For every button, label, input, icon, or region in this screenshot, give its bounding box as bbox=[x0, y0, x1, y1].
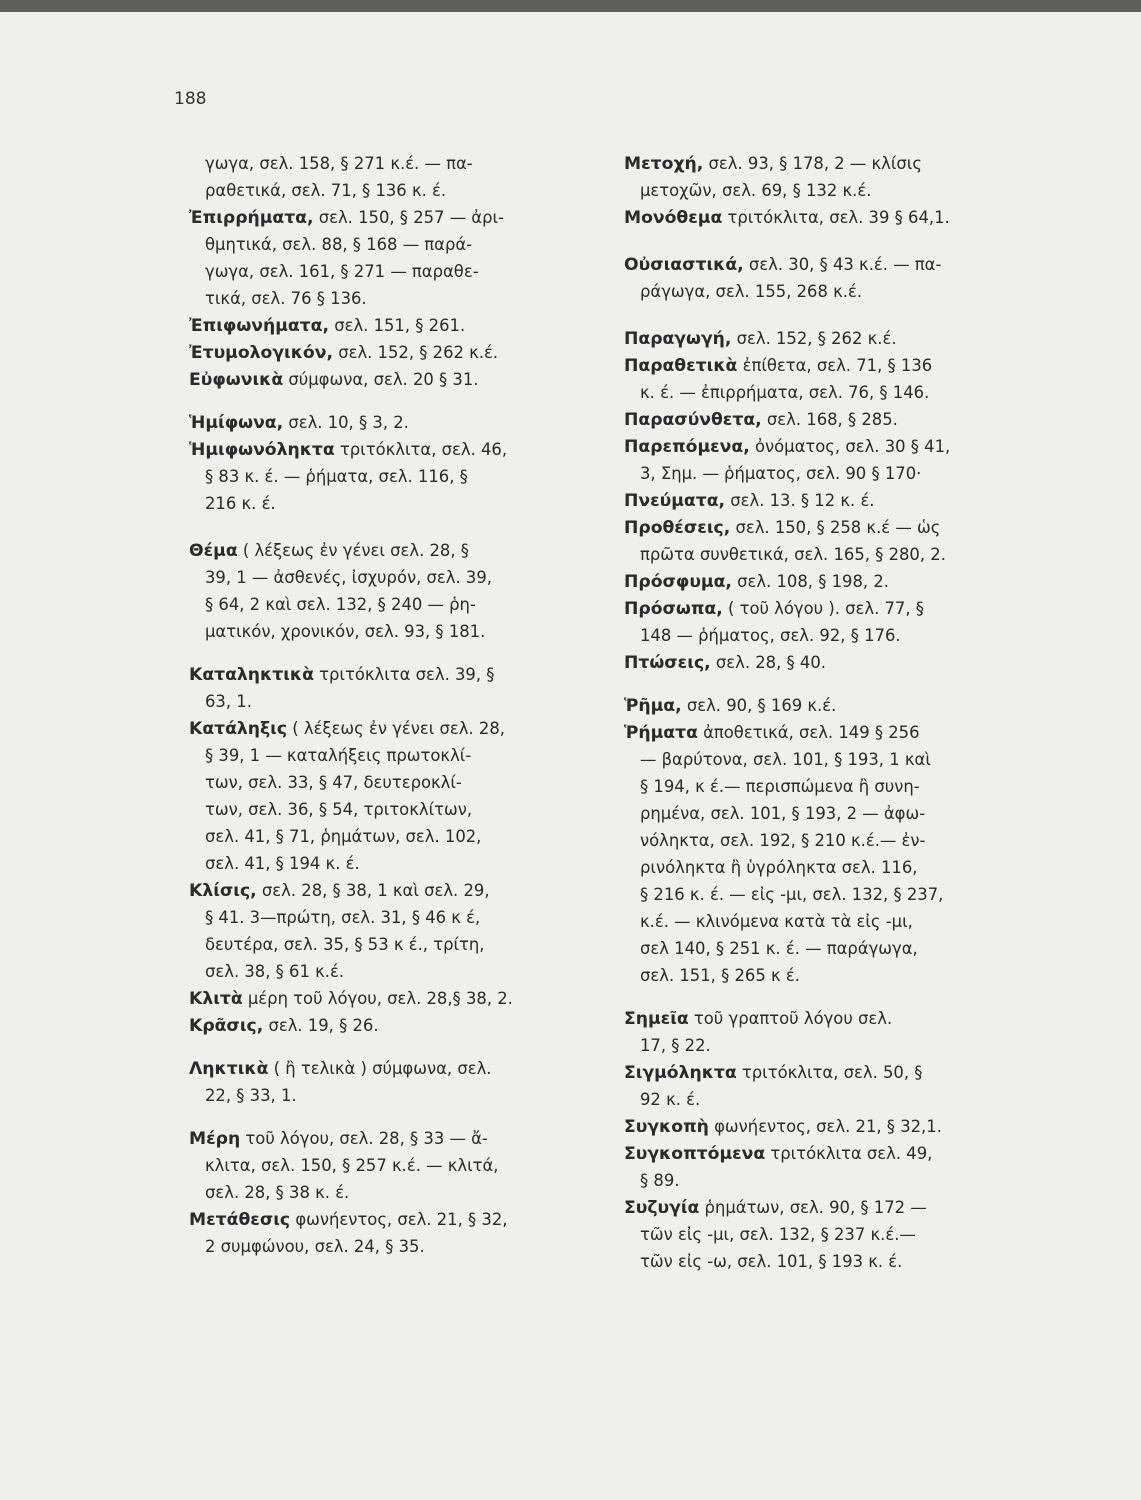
index-reference-text: κ. έ. — ἐπιρρήματα, σελ. 76, § 146. bbox=[640, 383, 930, 402]
index-entry-line bbox=[624, 719, 1049, 746]
index-entry-line bbox=[189, 1012, 599, 1039]
index-entry-line bbox=[189, 985, 599, 1012]
index-reference-text: ἀποθετικά, σελ. 149 § 256 bbox=[697, 723, 920, 742]
index-reference-text: σελ. 90, § 169 κ.έ. bbox=[681, 696, 837, 715]
index-entry-line bbox=[189, 1055, 599, 1082]
index-entry-line bbox=[189, 339, 599, 366]
index-headword: Θέμα bbox=[189, 541, 238, 561]
entry-spacer bbox=[624, 305, 1049, 325]
index-reference-text: σελ. 13. § 12 κ. έ. bbox=[725, 491, 875, 510]
index-entry-line bbox=[624, 1059, 1049, 1086]
index-continuation-line bbox=[624, 541, 1049, 568]
index-entry-line bbox=[624, 1005, 1049, 1032]
index-continuation-line bbox=[189, 285, 599, 312]
index-continuation-line bbox=[189, 742, 599, 769]
index-reference-text: ( ἢ τελικὰ ) σύμφωνα, σελ. bbox=[268, 1059, 492, 1078]
index-continuation-line bbox=[624, 773, 1049, 800]
index-entry-line bbox=[189, 715, 599, 742]
index-headword: Μετάθεσις bbox=[189, 1210, 291, 1230]
index-entry-line bbox=[624, 433, 1049, 460]
index-entry-line bbox=[624, 568, 1049, 595]
index-entry-line bbox=[624, 595, 1049, 622]
index-reference-text: σελ. 151, § 265 κ έ. bbox=[640, 966, 800, 985]
index-continuation-line bbox=[189, 463, 599, 490]
index-headword: Ἡμιφωνόληκτα bbox=[189, 440, 335, 460]
index-reference-text: 2 συμφώνου, σελ. 24, § 35. bbox=[205, 1237, 425, 1256]
index-headword: Συζυγία bbox=[624, 1198, 700, 1218]
index-headword: Ῥῆμα, bbox=[624, 696, 682, 716]
index-reference-text: 17, § 22. bbox=[640, 1036, 711, 1055]
index-entry-line bbox=[624, 1113, 1049, 1140]
index-continuation-line bbox=[624, 881, 1049, 908]
index-headword: Κατάληξις bbox=[189, 719, 288, 739]
index-reference-text: 216 κ. έ. bbox=[205, 494, 276, 513]
index-headword: Παρασύνθετα, bbox=[624, 410, 762, 430]
entry-spacer bbox=[624, 989, 1049, 1005]
index-headword: Σημεῖα bbox=[624, 1009, 689, 1029]
index-reference-text: 92 κ. έ. bbox=[640, 1090, 701, 1109]
index-entry-line bbox=[624, 325, 1049, 352]
index-continuation-line bbox=[624, 622, 1049, 649]
index-continuation-line bbox=[189, 1152, 599, 1179]
index-reference-text: νόληκτα, σελ. 192, § 210 κ.έ.— ἐν- bbox=[640, 831, 926, 850]
index-reference-text: § 39, 1 — καταλήξεις πρωτοκλί- bbox=[205, 746, 472, 765]
index-reference-text: σελ. 151, § 261. bbox=[328, 316, 466, 335]
entry-spacer bbox=[189, 1039, 599, 1055]
index-entry-line bbox=[624, 487, 1049, 514]
index-reference-text: ραθετικά, σελ. 71, § 136 κ. έ. bbox=[205, 181, 447, 200]
index-reference-text: σελ. 28, § 38, 1 καὶ σελ. 29, bbox=[256, 881, 490, 900]
entry-spacer bbox=[189, 1109, 599, 1125]
index-reference-text: ( λέξεως ἐν γένει σελ. 28, § bbox=[237, 541, 469, 560]
index-continuation-line bbox=[624, 1086, 1049, 1113]
index-continuation-line bbox=[189, 150, 599, 177]
index-continuation-line bbox=[624, 746, 1049, 773]
entry-spacer bbox=[624, 231, 1049, 251]
index-reference-text: τῶν εἰς -ω, σελ. 101, § 193 κ. έ. bbox=[640, 1252, 903, 1271]
index-entry-line bbox=[189, 661, 599, 688]
index-headword: Πρόσφυμα, bbox=[624, 572, 732, 592]
index-reference-text: τριτόκλιτα, σελ. 39 § 64,1. bbox=[722, 208, 950, 227]
index-continuation-line bbox=[624, 827, 1049, 854]
index-reference-text: § 216 κ. έ. — εἰς -μι, σελ. 132, § 237, bbox=[640, 885, 944, 904]
index-continuation-line bbox=[189, 823, 599, 850]
index-continuation-line bbox=[189, 618, 599, 645]
index-reference-text: σελ. 152, § 262 κ.έ. bbox=[731, 329, 897, 348]
index-reference-text: σελ. 28, § 40. bbox=[710, 653, 826, 672]
index-reference-text: γωγα, σελ. 158, § 271 κ.έ. — πα- bbox=[205, 154, 473, 173]
index-headword: Μονόθεμα bbox=[624, 208, 723, 228]
index-entry-line bbox=[624, 406, 1049, 433]
index-reference-text: § 83 κ. έ. — ῥήματα, σελ. 116, § bbox=[205, 467, 468, 486]
index-continuation-line bbox=[189, 796, 599, 823]
index-entry-line bbox=[624, 692, 1049, 719]
index-headword: Καταληκτικὰ bbox=[189, 665, 314, 685]
index-headword: Κλίσις, bbox=[189, 881, 257, 901]
index-entry-line bbox=[624, 204, 1049, 231]
index-continuation-line bbox=[624, 908, 1049, 935]
index-entry-line bbox=[189, 409, 599, 436]
index-reference-text: τριτόκλιτα, σελ. 50, § bbox=[736, 1063, 923, 1082]
index-reference-text: φωνήεντος, σελ. 21, § 32,1. bbox=[708, 1117, 942, 1136]
index-reference-text: σελ. 10, § 3, 2. bbox=[283, 413, 409, 432]
index-continuation-line bbox=[189, 258, 599, 285]
index-headword: Κρᾶσις, bbox=[189, 1016, 264, 1036]
index-headword: Πρόσωπα, bbox=[624, 599, 723, 619]
index-reference-text: σελ. 168, § 285. bbox=[761, 410, 898, 429]
entry-spacer bbox=[624, 676, 1049, 692]
index-entry-line bbox=[189, 1125, 599, 1152]
index-entry-line bbox=[189, 366, 599, 393]
index-headword: Κλιτὰ bbox=[189, 989, 243, 1009]
scan-top-edge bbox=[0, 0, 1141, 12]
index-headword: Ἐτυμολογικόν, bbox=[189, 343, 333, 363]
index-entry-line bbox=[624, 1140, 1049, 1167]
index-continuation-line bbox=[624, 962, 1049, 989]
index-reference-text: θμητικά, σελ. 88, § 168 — παρά- bbox=[205, 235, 473, 254]
index-continuation-line bbox=[624, 854, 1049, 881]
index-reference-text: 148 — ῥήματος, σελ. 92, § 176. bbox=[640, 626, 901, 645]
index-reference-text: ρημένα, σελ. 101, § 193, 2 — ἀφω- bbox=[640, 804, 926, 823]
index-reference-text: σελ. 93, § 178, 2 — κλίσις bbox=[703, 154, 922, 173]
index-reference-text: § 89. bbox=[640, 1171, 680, 1190]
index-headword: Πνεύματα, bbox=[624, 491, 726, 511]
index-reference-text: σελ. 19, § 26. bbox=[263, 1016, 379, 1035]
index-continuation-line bbox=[624, 278, 1049, 305]
index-reference-text: σελ. 28, § 38 κ. έ. bbox=[205, 1183, 350, 1202]
index-reference-text: σελ. 152, § 262 κ.έ. bbox=[332, 343, 499, 362]
index-headword: Ἐπιρρήματα, bbox=[189, 208, 314, 228]
index-entry-line bbox=[189, 436, 599, 463]
index-reference-text: 63, 1. bbox=[205, 692, 252, 711]
index-entry-line bbox=[189, 537, 599, 564]
index-continuation-line bbox=[189, 688, 599, 715]
index-reference-text: τριτόκλιτα, σελ. 46, bbox=[334, 440, 508, 459]
index-reference-text: τοῦ γραπτοῦ λόγου σελ. bbox=[688, 1009, 893, 1028]
index-headword: Παραθετικὰ bbox=[624, 356, 738, 376]
index-entry-line bbox=[189, 877, 599, 904]
index-continuation-line bbox=[189, 850, 599, 877]
index-reference-text: σελ. 108, § 198, 2. bbox=[731, 572, 889, 591]
index-headword: Συγκοπτόμενα bbox=[624, 1144, 766, 1164]
index-headword: Ληκτικὰ bbox=[189, 1059, 269, 1079]
index-headword: Ἐπιφωνήματα, bbox=[189, 316, 329, 336]
index-headword: Συγκοπὴ bbox=[624, 1117, 709, 1137]
index-reference-text: ράγωγα, σελ. 155, 268 κ.έ. bbox=[640, 282, 863, 301]
index-reference-text: γωγα, σελ. 161, § 271 — παραθε- bbox=[205, 262, 479, 281]
index-entry-line bbox=[624, 251, 1049, 278]
index-headword: Μέρη bbox=[189, 1129, 241, 1149]
index-reference-text: § 194, κ έ.— περισπώμενα ἢ συνη- bbox=[640, 777, 920, 796]
index-reference-text: κλιτα, σελ. 150, § 257 κ.έ. — κλιτά, bbox=[205, 1156, 499, 1175]
index-reference-text: ματικόν, χρονικόν, σελ. 93, § 181. bbox=[205, 622, 486, 641]
index-entry-line bbox=[624, 1194, 1049, 1221]
index-reference-text: των, σελ. 36, § 54, τριτοκλίτων, bbox=[205, 800, 473, 819]
index-continuation-line bbox=[624, 177, 1049, 204]
index-continuation-line bbox=[624, 460, 1049, 487]
index-reference-text: τριτόκλιτα σελ. 39, § bbox=[313, 665, 495, 684]
index-entry-line bbox=[624, 514, 1049, 541]
index-reference-text: δευτέρα, σελ. 35, § 53 κ έ., τρίτη, bbox=[205, 935, 485, 954]
index-reference-text: σελ. 41, § 71, ῥημάτων, σελ. 102, bbox=[205, 827, 482, 846]
index-reference-text: πρῶτα συνθετικά, σελ. 165, § 280, 2. bbox=[640, 545, 946, 564]
index-headword: Εὐφωνικὰ bbox=[189, 370, 284, 390]
index-continuation-line bbox=[624, 935, 1049, 962]
index-entry-line bbox=[189, 204, 599, 231]
entry-spacer bbox=[189, 645, 599, 661]
index-headword: Οὐσιαστικά, bbox=[624, 255, 744, 275]
index-column-right bbox=[624, 150, 1049, 1275]
index-continuation-line bbox=[189, 1179, 599, 1206]
index-reference-text: ( τοῦ λόγου ). σελ. 77, § bbox=[722, 599, 924, 618]
index-continuation-line bbox=[189, 769, 599, 796]
index-reference-text: 3, Σημ. — ῥήματος, σελ. 90 § 170· bbox=[640, 464, 922, 483]
index-headword: Παρεπόμενα, bbox=[624, 437, 750, 457]
index-reference-text: φωνήεντος, σελ. 21, § 32, bbox=[290, 1210, 508, 1229]
index-headword: Σιγμόληκτα bbox=[624, 1063, 737, 1083]
index-continuation-line bbox=[624, 379, 1049, 406]
index-continuation-line bbox=[624, 1167, 1049, 1194]
entry-spacer bbox=[189, 517, 599, 537]
index-reference-text: 22, § 33, 1. bbox=[205, 1086, 297, 1105]
index-reference-text: τριτόκλιτα σελ. 49, bbox=[765, 1144, 933, 1163]
index-column-left bbox=[189, 150, 599, 1260]
index-continuation-line bbox=[189, 591, 599, 618]
index-headword: Προθέσεις, bbox=[624, 518, 731, 538]
index-reference-text: σελ. 41, § 194 κ. έ. bbox=[205, 854, 360, 873]
index-reference-text: σελ. 30, § 43 κ.έ. — πα- bbox=[743, 255, 942, 274]
index-continuation-line bbox=[189, 1082, 599, 1109]
index-entry-line bbox=[624, 649, 1049, 676]
index-reference-text: τοῦ λόγου, σελ. 28, § 33 — ἄ- bbox=[240, 1129, 488, 1148]
index-continuation-line bbox=[624, 800, 1049, 827]
index-reference-text: κ.έ. — κλινόμενα κατὰ τὰ εἰς -μι, bbox=[640, 912, 913, 931]
index-reference-text: § 41. 3—πρώτη, σελ. 31, § 46 κ έ, bbox=[205, 908, 481, 927]
index-continuation-line bbox=[189, 564, 599, 591]
index-headword: Παραγωγή, bbox=[624, 329, 732, 349]
index-continuation-line bbox=[624, 1032, 1049, 1059]
index-continuation-line bbox=[624, 1221, 1049, 1248]
index-continuation-line bbox=[189, 177, 599, 204]
index-reference-text: — βαρύτονα, σελ. 101, § 193, 1 καὶ bbox=[640, 750, 931, 769]
index-reference-text: σύμφωνα, σελ. 20 § 31. bbox=[283, 370, 479, 389]
index-reference-text: τῶν εἰς -μι, σελ. 132, § 237 κ.έ.— bbox=[640, 1225, 916, 1244]
index-headword: Πτώσεις, bbox=[624, 653, 711, 673]
index-continuation-line bbox=[189, 490, 599, 517]
index-headword: Ῥήματα bbox=[624, 723, 698, 743]
index-reference-text: τικά, σελ. 76 § 136. bbox=[205, 289, 367, 308]
index-continuation-line bbox=[189, 931, 599, 958]
index-continuation-line bbox=[624, 1248, 1049, 1275]
index-continuation-line bbox=[189, 1233, 599, 1260]
index-reference-text: ( λέξεως ἐν γένει σελ. 28, bbox=[287, 719, 505, 738]
index-reference-text: σελ. 150, § 257 — ἀρι- bbox=[313, 208, 504, 227]
entry-spacer bbox=[189, 393, 599, 409]
index-entry-line bbox=[189, 1206, 599, 1233]
index-reference-text: ρινόληκτα ἢ ὑγρόληκτα σελ. 116, bbox=[640, 858, 918, 877]
index-reference-text: σελ 140, § 251 κ. έ. — παράγωγα, bbox=[640, 939, 918, 958]
index-entry-line bbox=[189, 312, 599, 339]
index-reference-text: ὀνόματος, σελ. 30 § 41, bbox=[749, 437, 951, 456]
index-reference-text: σελ. 150, § 258 κ.έ — ὡς bbox=[730, 518, 941, 537]
index-reference-text: σελ. 38, § 61 κ.έ. bbox=[205, 962, 345, 981]
index-reference-text: ἐπίθετα, σελ. 71, § 136 bbox=[737, 356, 933, 375]
index-headword: Ἡμίφωνα, bbox=[189, 413, 284, 433]
page-number: 188 bbox=[174, 89, 207, 109]
index-reference-text: ῥημάτων, σελ. 90, § 172 — bbox=[699, 1198, 927, 1217]
index-entry-line bbox=[624, 150, 1049, 177]
index-reference-text: § 64, 2 καὶ σελ. 132, § 240 — ῥη- bbox=[205, 595, 476, 614]
index-continuation-line bbox=[189, 904, 599, 931]
index-continuation-line bbox=[189, 231, 599, 258]
index-reference-text: μέρη τοῦ λόγου, σελ. 28,§ 38, 2. bbox=[242, 989, 513, 1008]
index-reference-text: των, σελ. 33, § 47, δευτεροκλί- bbox=[205, 773, 462, 792]
index-reference-text: 39, 1 — ἀσθενές, ἰσχυρόν, σελ. 39, bbox=[205, 568, 492, 587]
index-reference-text: μετοχῶν, σελ. 69, § 132 κ.έ. bbox=[640, 181, 872, 200]
index-headword: Μετοχή, bbox=[624, 154, 704, 174]
index-entry-line bbox=[624, 352, 1049, 379]
index-continuation-line bbox=[189, 958, 599, 985]
